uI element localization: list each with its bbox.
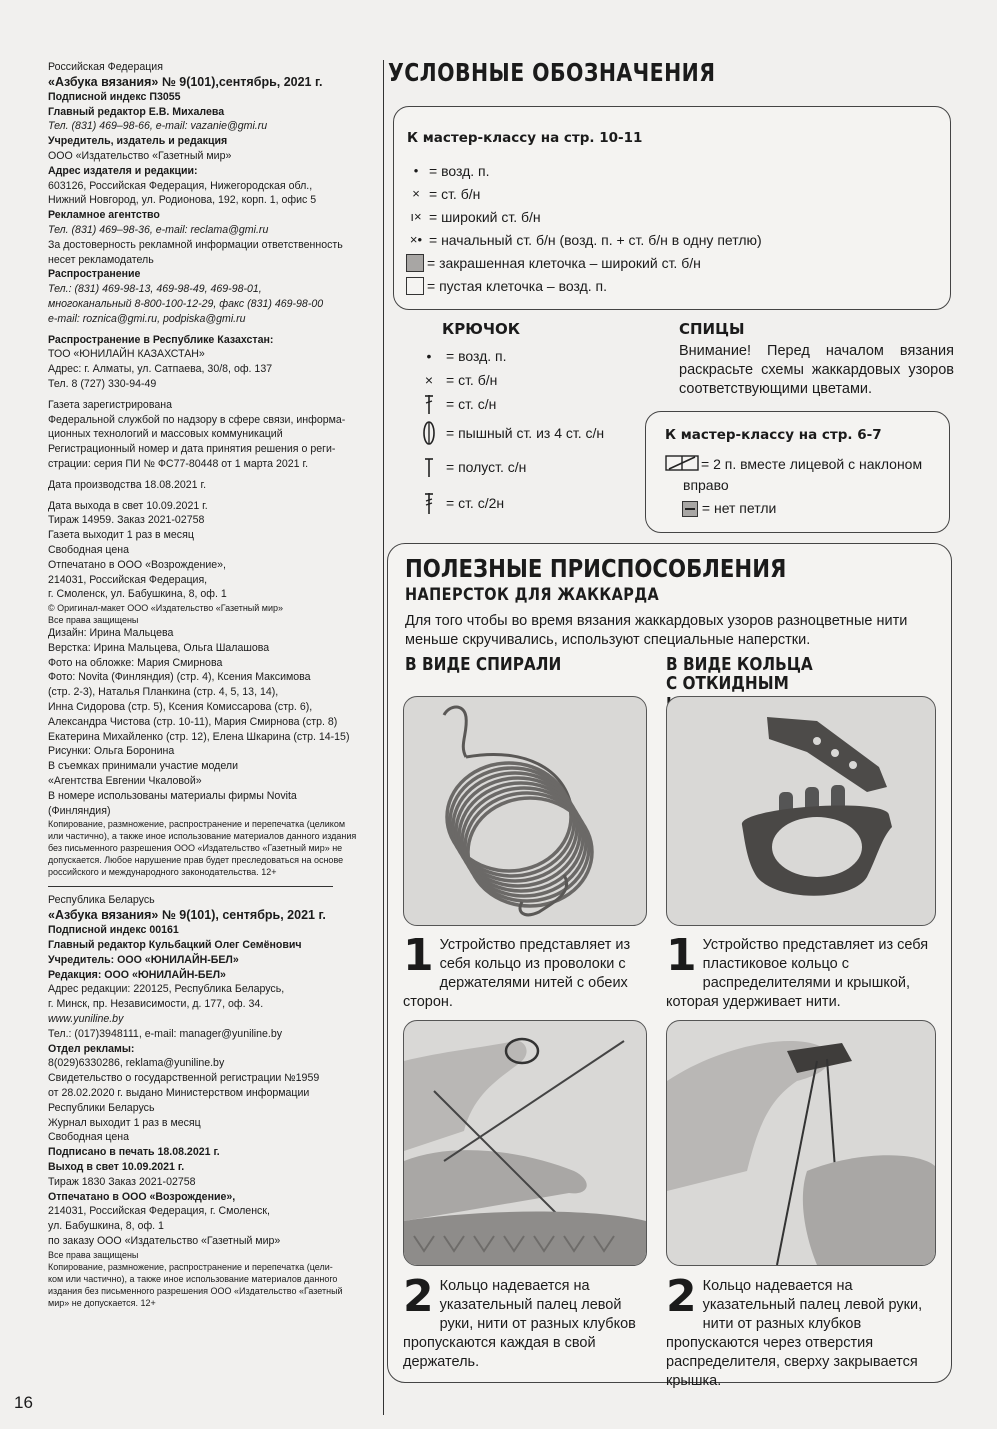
imprint-ru-drawings: Рисунки: Ольга Боронина <box>48 745 175 758</box>
tools-title: ПОЛЕЗНЫЕ ПРИСПОСОБЛЕНИЯ <box>405 554 787 583</box>
legend-text: = широкий ст. б/н <box>429 208 541 225</box>
chain-stitch-icon: • <box>426 348 432 364</box>
imprint-ru-ads-heading: Рекламное агентство <box>48 209 160 222</box>
legend-text: = закрашенная клеточка – широкий ст. б/н <box>427 254 701 271</box>
legend-row <box>420 416 640 450</box>
legend-text: = нет петли <box>701 500 777 516</box>
imprint-ru-models: «Агентства Евгении Чкаловой» <box>48 775 202 788</box>
imprint-ru-copyright: Копирование, размножение, распространение и перепечатка (целиком <box>48 819 346 830</box>
imprint-ru-rights: Все права защищены <box>48 615 139 626</box>
spiral-hand-illustration <box>404 1021 646 1265</box>
imprint-by-ads-heading: Отдел рекламы: <box>48 1042 135 1055</box>
legend-text: = начальный ст. б/н (возд. п. + ст. б/н в одну петлю) <box>429 231 762 248</box>
imprint-ru-ads-note: несет рекламодатель <box>48 253 154 266</box>
step-number: 2 <box>403 1271 434 1322</box>
spiral-hand-photo <box>403 1020 647 1266</box>
step-text: Кольцо надевается на указательный палец левой руки, нити от разных клубков пропускаются через отверстия распределителя, сверху закрывается крышка. <box>666 1278 923 1389</box>
imprint-reg-line: страции: серия ПИ № ФС77-80448 от 1 марта 2021 г. <box>48 457 309 470</box>
imprint-ru-novita: В номере использованы материалы фирмы Novita <box>48 789 297 802</box>
imprint-ru-phone: Тел. (831) 469–98-66, e-mail: vazanie@gmi.ru <box>48 120 268 133</box>
imprint-ru-magazine: «Азбука вязания» № 9(101),сентябрь, 2021 г. <box>48 74 323 89</box>
imprint-ru-original: © Оригинал-макет ООО «Издательство «Газетный мир» <box>48 603 284 614</box>
spiral-column-title: В ВИДЕ СПИРАЛИ <box>405 654 562 675</box>
imprint-ru-models: В съемках принимали участие модели <box>48 760 239 773</box>
single-crochet-icon: × <box>412 186 420 201</box>
imprint-ru-novita: (Финляндия) <box>48 804 111 817</box>
imprint-by-magazine: «Азбука вязания» № 9(101), сентябрь, 2021 г. <box>48 908 326 923</box>
imprint-ru-photo-credit: Екатерина Михайленко (стр. 12), Елена Шкарина (стр. 14-15) <box>48 730 350 743</box>
legend-text: = ст. с/2н <box>446 495 505 511</box>
imprint-ru-printer-line: 214031, Российская Федерация, <box>48 573 208 586</box>
ring-thimble-photo <box>666 696 936 926</box>
legend-row <box>420 344 640 368</box>
imprint-by-copyright: мир» не допускается. 12+ <box>48 1297 156 1308</box>
imprint-by-address: г. Минск, пр. Независимости, д. 177, оф. 34. <box>48 998 264 1011</box>
half-double-crochet-icon <box>420 456 438 478</box>
legend-text: = ст. с/н <box>446 396 497 412</box>
imprint-by-rights: Все права защищены <box>48 1249 139 1260</box>
tools-intro: Для того чтобы во время вязания жаккардовых узоров разноцветные нити меньше скручивались, используют специальные наперстки. <box>405 613 908 648</box>
legend-text: = пышный ст. из 4 ст. с/н <box>446 425 605 441</box>
no-stitch-icon <box>682 501 698 517</box>
legend-text: вправо <box>683 477 729 493</box>
imprint-by-site: www.yuniline.by <box>48 1013 124 1026</box>
spiral-thimble-photo <box>403 696 647 926</box>
imprint-by-copyright: ком или частично), а также иное использование материалов данного <box>48 1273 338 1284</box>
imprint-by-circulation: Тираж 1830 Заказ 2021-02758 <box>48 1175 196 1188</box>
ring-column-title: В ВИДЕ КОЛЬЦА <box>666 654 813 675</box>
imprint-ru-printer: Отпечатано в ООО «Возрождение», <box>48 558 226 571</box>
imprint-ru-frequency: Газета выходит 1 раз в месяц <box>48 529 194 542</box>
legend-title: УСЛОВНЫЕ ОБОЗНАЧЕНИЯ <box>388 58 716 87</box>
imprint-by-address: Адрес редакции: 220125, Республика Беларусь, <box>48 983 285 996</box>
legend-box-mc1 <box>393 106 951 310</box>
imprint-by-printer-line: 214031, Российская Федерация, г. Смоленск, <box>48 1205 270 1218</box>
hook-legend-title: КРЮЧОК <box>442 320 520 338</box>
legend-row <box>406 159 762 182</box>
double-crochet-icon <box>420 393 438 415</box>
imprint-ru-photo-credit: Александра Чистова (стр. 10-11), Мария Смирнова (стр. 8) <box>48 715 338 728</box>
imprint-by-ads: 8(029)6330286, reklama@yuniline.by <box>48 1057 225 1070</box>
ring-column-title: С ОТКИДНЫМ <box>666 673 789 694</box>
imprint-ru-copyright: без письменного разрешения ООО «Издательство «Газетный мир» не <box>48 843 343 854</box>
imprint-ru-layout: Верстка: Ирина Мальцева, Ольга Шалашова <box>48 641 270 654</box>
legend-text: = ст. б/н <box>429 185 481 202</box>
imprint-by-editorial: Редакция: ООО «ЮНИЛАЙН-БЕЛ» <box>48 968 226 981</box>
legend-box-title: К мастер-классу на стр. 6-7 <box>665 427 882 443</box>
imprint-divider <box>48 886 333 887</box>
wide-single-crochet-icon: ı× <box>410 209 422 224</box>
imprint-ru-design: Дизайн: Ирина Мальцева <box>48 627 174 640</box>
imprint-reg-line: Газета зарегистрирована <box>48 398 172 411</box>
imprint-ru-circulation: Тираж 14959. Заказ 2021-02758 <box>48 514 205 527</box>
step-text: Устройство представляет из себя кольцо из проволоки с держателями нитей с обеих сторон. <box>403 937 631 1010</box>
needles-legend <box>679 320 954 399</box>
imprint-by-cert: Республики Беларусь <box>48 1101 155 1114</box>
imprint-ru-address-line: 603126, Российская Федерация, Нижегородская обл., <box>48 179 313 192</box>
imprint-reg-line: Федеральной службой по надзору в сфере связи, информа- <box>48 413 346 426</box>
imprint-by-price: Свободная цена <box>48 1131 129 1144</box>
imprint-by-order: по заказу ООО «Издательство «Газетный мир» <box>48 1234 281 1247</box>
legend-text: = возд. п. <box>446 348 507 364</box>
imprint-by-editor: Главный редактор Кульбацкий Олег Семёнович <box>48 939 302 952</box>
ring-step-1 <box>666 930 934 1012</box>
needles-legend-text: Внимание! Перед началом вязания раскрасьте схемы жаккардовых узоров соответствующими цветами. <box>679 343 954 397</box>
imprint-kz-line: Тел. 8 (727) 330-94-49 <box>48 377 157 390</box>
legend-row <box>406 205 762 228</box>
imprint-ru-address-heading: Адрес издателя и редакции: <box>48 164 198 177</box>
tools-subtitle: НАПЕРСТОК ДЛЯ ЖАККАРДА <box>405 585 660 605</box>
legend-text: = полуст. с/н <box>446 459 527 475</box>
imprint-ru-address-line: Нижний Новгород, ул. Родионова, 192, корп. 1, офис 5 <box>48 194 317 207</box>
ring-hand-illustration <box>667 1021 935 1265</box>
spiral-step-2 <box>403 1271 648 1372</box>
imprint-ru-editor: Главный редактор Е.В. Михалева <box>48 105 225 118</box>
imprint-by-country: Республика Беларусь <box>48 894 155 907</box>
legend-box-title: К мастер-классу на стр. 10-11 <box>407 130 643 146</box>
treble-crochet-icon <box>420 491 438 515</box>
page-number: 16 <box>14 1393 33 1412</box>
imprint-by-signed: Подписано в печать 18.08.2021 г. <box>48 1146 220 1159</box>
imprint-kz-line: Адрес: г. Алматы, ул. Сатпаева, 30/8, оф. 137 <box>48 363 273 376</box>
imprint-ru-photo-credit: Инна Сидорова (стр. 5), Ксения Комиссарова (стр. 6), <box>48 701 313 714</box>
imprint-by-frequency: Журнал выходит 1 раз в месяц <box>48 1116 201 1129</box>
step-text: Устройство представляет из себя пластиковое кольцо с распределителями и крышкой, которая удерживает нити. <box>666 937 929 1010</box>
spiral-thimble-illustration <box>404 697 646 925</box>
imprint-by-printer: Отпечатано в ООО «Возрождение», <box>48 1190 236 1203</box>
step-number: 1 <box>403 930 434 981</box>
imprint-ru-country: Российская Федерация <box>48 61 163 73</box>
tools-section <box>387 543 952 1389</box>
imprint-ru-copyright: российского и международного законодательства. 12+ <box>48 867 277 878</box>
empty-square-icon <box>406 277 424 295</box>
legend-row <box>682 500 776 517</box>
imprint-ru-founder-heading: Учредитель, издатель и редакция <box>48 135 228 148</box>
legend-row <box>420 392 640 416</box>
needles-legend-title: СПИЦЫ <box>679 320 745 338</box>
single-crochet-icon: × <box>424 372 434 388</box>
legend-box-mc2 <box>645 411 950 533</box>
imprint-by-release: Выход в свет 10.09.2021 г. <box>48 1161 185 1173</box>
legend-row <box>420 368 640 392</box>
imprint-column <box>48 60 373 1309</box>
legend-text: = возд. п. <box>429 162 490 179</box>
legend-row <box>420 450 640 484</box>
imprint-ru-ads-phone: Тел. (831) 469–98-36, e-mail: reclama@gmi.ru <box>48 223 269 236</box>
imprint-by-cert: Свидетельство о государственной регистрации №1959 <box>48 1072 320 1085</box>
ring-hand-photo <box>666 1020 936 1266</box>
legend-row <box>420 484 640 522</box>
imprint-ru-dist-line: многоканальный 8-800-100-12-29, факс (831) 469-98-00 <box>48 297 324 310</box>
imprint-kz-heading: Распространение в Республике Казахстан: <box>48 333 274 346</box>
legend-row <box>406 182 762 205</box>
step-number: 2 <box>666 1271 697 1322</box>
imprint-ru-price: Свободная цена <box>48 543 129 556</box>
imprint-ru-printer-line: г. Смоленск, ул. Бабушкина, 8, оф. 1 <box>48 588 227 601</box>
hook-legend <box>420 320 640 522</box>
imprint-ru-cover-photo: Фото на обложке: Мария Смирнова <box>48 656 223 669</box>
imprint-by-copyright: Копирование, размножение, распространение и перепечатка (цели- <box>48 1261 333 1272</box>
legend-text: = 2 п. вместе лицевой с наклоном <box>701 456 923 473</box>
chain-stitch-icon: • <box>413 163 419 178</box>
imprint-ru-photo-credit: Фото: Novita (Финляндия) (стр. 4), Ксения Максимова <box>48 671 311 684</box>
legend-row <box>665 455 922 495</box>
legend-text: = пустая клеточка – возд. п. <box>427 277 608 294</box>
imprint-ru-release-date: Дата выхода в свет 10.09.2021 г. <box>48 499 208 512</box>
imprint-ru-dist-heading: Распространение <box>48 268 141 281</box>
imprint-by-cert: от 28.02.2020 г. выдано Министерством информации <box>48 1087 310 1100</box>
imprint-by-printer-line: ул. Бабушкина, 8, оф. 1 <box>48 1220 164 1233</box>
imprint-reg-line: Регистрационный номер и дата принятия решения о реги- <box>48 443 336 456</box>
imprint-kz-line: ТОО «ЮНИЛАЙН КАЗАХСТАН» <box>48 348 205 361</box>
imprint-by-founder: Учредитель: ООО «ЮНИЛАЙН-БЕЛ» <box>48 953 239 966</box>
imprint-ru-dist-line: Тел.: (831) 469-98-13, 469-98-49, 469-98-01, <box>48 283 262 296</box>
step-number: 1 <box>666 930 697 981</box>
legend-row <box>406 274 762 297</box>
puff-stitch-icon <box>420 420 438 446</box>
imprint-reg-line: ционных технологий и массовых коммуникаций <box>48 428 283 441</box>
imprint-ru-dist-line: e-mail: roznica@gmi.ru, podpiska@gmi.ru <box>48 312 246 325</box>
step-text: Кольцо надевается на указательный палец левой руки, нити от разных клубков пропускаются каждая в свой держатель. <box>403 1278 636 1370</box>
imprint-ru-production-date: Дата производства 18.08.2021 г. <box>48 478 207 491</box>
imprint-ru-ads-note: За достоверность рекламной информации ответственность <box>48 238 343 251</box>
imprint-ru-copyright: или частично), а также иное использование материалов данного издания <box>48 831 357 842</box>
ring-step-2 <box>666 1271 934 1391</box>
starting-single-crochet-icon: ×• <box>409 232 423 247</box>
legend-text: = ст. б/н <box>446 372 498 388</box>
imprint-by-phone: Тел.: (017)3948111, e-mail: manager@yuniline.by <box>48 1027 283 1040</box>
ring-thimble-illustration <box>667 697 935 925</box>
imprint-ru-copyright: допускается. Любое нарушение прав будет преследоваться на основе <box>48 855 344 866</box>
grey-square-icon <box>406 254 424 272</box>
imprint-by-copyright: издания без письменного разрешения ООО «Издательство «Газетный <box>48 1285 343 1296</box>
legend-row <box>406 251 762 274</box>
k2tog-right-icon <box>665 455 699 476</box>
column-divider <box>383 60 384 1415</box>
legend-row <box>406 228 762 251</box>
spiral-step-1 <box>403 930 648 1012</box>
imprint-ru-founder: ООО «Издательство «Газетный мир» <box>48 149 232 162</box>
imprint-ru-index: Подписной индекс П3055 <box>48 90 181 103</box>
imprint-ru-photo-credit: (стр. 2-3), Наталья Планкина (стр. 4, 5, 13, 14), <box>48 686 279 699</box>
imprint-by-index: Подписной индекс 00161 <box>48 924 179 937</box>
